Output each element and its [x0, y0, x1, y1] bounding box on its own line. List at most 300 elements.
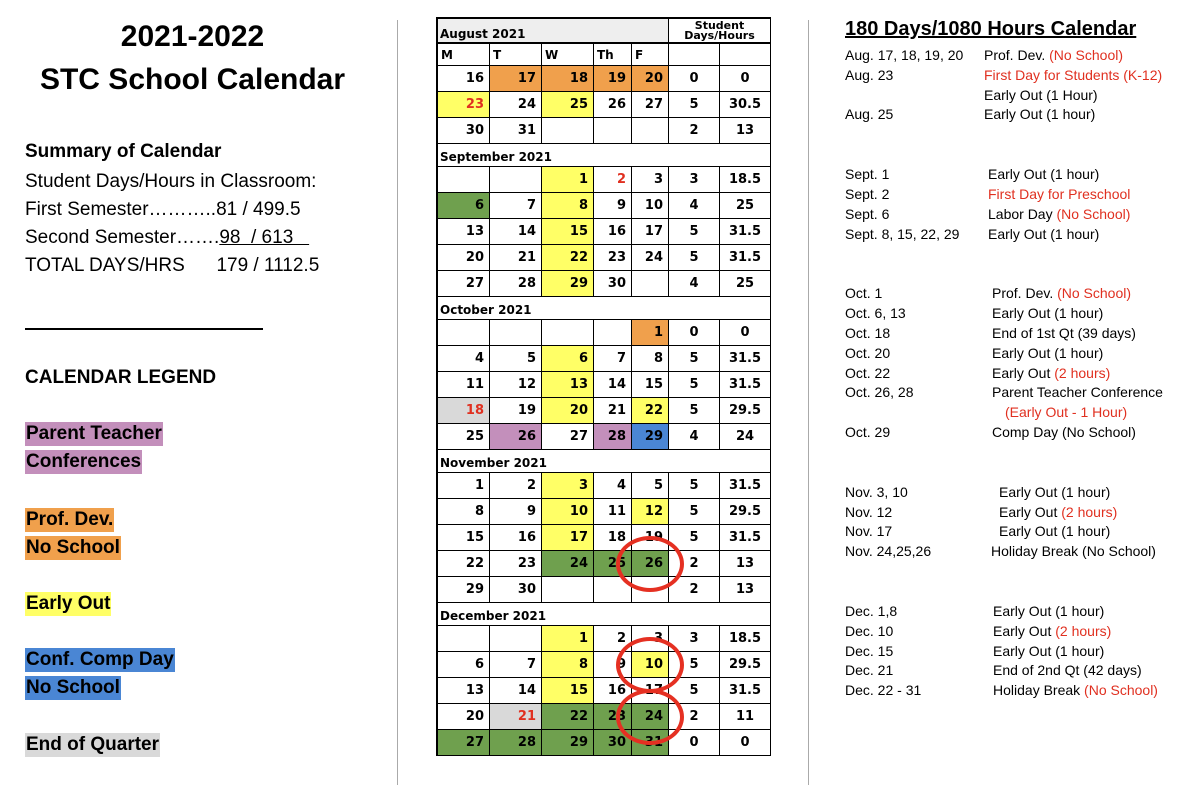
legend-heading: CALENDAR LEGEND	[25, 367, 217, 388]
day-cell: 16	[490, 525, 542, 551]
hours-cell: 31.5	[720, 525, 771, 551]
event-note: (2 hours)	[1055, 622, 1112, 639]
day-cell	[438, 320, 490, 346]
summary-second-value: 98 / 613	[219, 227, 310, 248]
day-cell: 29	[542, 271, 594, 297]
day-cell: 7	[490, 652, 542, 678]
week-row	[436, 167, 771, 193]
day-cell: 5	[632, 473, 669, 499]
event-text: Early Out	[993, 622, 1056, 639]
event-date: Oct. 6, 13	[845, 305, 906, 322]
day-cell: 15	[542, 219, 594, 245]
day-cell	[594, 320, 632, 346]
day-cell: 25	[594, 551, 632, 577]
day-cell: 18	[594, 525, 632, 551]
month-name: September 2021	[440, 150, 552, 164]
legend-prof-dev-2: No School	[26, 537, 120, 558]
event-date: Dec. 10	[845, 622, 894, 639]
legend-prof-dev-1: Prof. Dev.	[26, 509, 114, 530]
event-description	[988, 186, 1130, 202]
day-cell: 13	[438, 219, 490, 245]
day-cell: 8	[542, 193, 594, 219]
day-cell: 2	[594, 626, 632, 652]
summary-second-semester	[25, 227, 309, 249]
event-description	[984, 87, 1098, 103]
month-name: October 2021	[440, 303, 532, 317]
event-text: Early Out	[992, 364, 1055, 381]
day-cell: 26	[632, 551, 669, 577]
student-days-cell: 5	[669, 473, 720, 499]
day-cell: 15	[542, 678, 594, 704]
day-cell: 14	[594, 372, 632, 398]
summary-heading: Summary of Calendar	[25, 141, 222, 162]
event-text: Early Out (1 Hour)	[984, 86, 1098, 103]
highlight-circle	[616, 536, 684, 592]
week-row	[436, 424, 771, 450]
hours-cell: 31.5	[720, 372, 771, 398]
event-description	[984, 106, 1095, 122]
week-row	[436, 398, 771, 424]
column-divider-right	[808, 20, 809, 785]
week-row	[436, 704, 771, 730]
hours-cell: 13	[720, 118, 771, 144]
event-text: Early Out (1 hour)	[993, 603, 1105, 619]
legend-end-quarter: End of Quarter	[26, 734, 160, 755]
hours-cell: 29.5	[720, 499, 771, 525]
day-cell	[438, 626, 490, 652]
month-header-row	[436, 603, 771, 626]
event-date: Nov. 12	[845, 503, 893, 520]
student-days-cell: 0	[669, 730, 720, 756]
day-cell: 8	[542, 652, 594, 678]
event-note: (No School)	[1057, 285, 1132, 302]
blank-cell	[720, 44, 771, 66]
day-cell: 13	[438, 678, 490, 704]
event-description	[992, 345, 1103, 361]
student-days-cell: 3	[669, 626, 720, 652]
event-description	[992, 305, 1103, 321]
hours-cell: 30.5	[720, 92, 771, 118]
week-row	[436, 219, 771, 245]
event-date: Dec. 22 - 31	[845, 682, 922, 699]
student-days-cell: 5	[669, 678, 720, 704]
hours-cell: 24	[720, 424, 771, 450]
student-days-cell: 5	[669, 92, 720, 118]
event-text: End of 1st Qt (39 days)	[992, 325, 1136, 341]
day-cell: 27	[438, 730, 490, 756]
student-days-cell: 2	[669, 118, 720, 144]
day-cell: 18	[438, 398, 490, 424]
week-row	[436, 551, 771, 577]
summary-first-semester: First Semester………..81 / 499.5	[25, 199, 301, 220]
hours-cell: 31.5	[720, 245, 771, 271]
event-date: Oct. 26, 28	[845, 384, 914, 401]
student-days-cell: 4	[669, 271, 720, 297]
day-cell: 14	[490, 678, 542, 704]
day-cell	[594, 118, 632, 144]
event-note: (2 hours)	[1054, 364, 1111, 381]
hours-cell: 31.5	[720, 219, 771, 245]
day-cell: 23	[594, 704, 632, 730]
day-cell: 10	[632, 193, 669, 219]
event-date: Aug. 23	[845, 66, 894, 83]
day-header: F	[632, 44, 669, 66]
student-days-cell: 3	[669, 167, 720, 193]
day-cell: 30	[490, 577, 542, 603]
week-row	[436, 577, 771, 603]
day-cell: 6	[438, 193, 490, 219]
events-heading: 180 Days/1080 Hours Calendar	[845, 18, 1137, 40]
legend-comp-day-1: Conf. Comp Day	[26, 649, 174, 670]
day-cell: 10	[632, 652, 669, 678]
event-date: Oct. 22	[845, 364, 891, 381]
event-date: Sept. 2	[845, 186, 890, 202]
event-date: Oct. 29	[845, 424, 891, 440]
day-cell: 24	[490, 92, 542, 118]
day-cell: 26	[594, 92, 632, 118]
event-date: Aug. 25	[845, 106, 894, 123]
hours-cell: 0	[720, 66, 771, 92]
day-cell: 28	[490, 730, 542, 756]
event-date: Oct. 18	[845, 325, 891, 341]
day-cell: 18	[542, 66, 594, 92]
event-description	[993, 623, 1111, 639]
day-cell: 17	[542, 525, 594, 551]
event-text: Labor Day	[988, 205, 1057, 222]
day-cell	[490, 320, 542, 346]
day-cell: 1	[438, 473, 490, 499]
day-cell: 28	[490, 271, 542, 297]
day-cell: 16	[438, 66, 490, 92]
event-text: Early Out (1 hour)	[992, 344, 1104, 361]
week-row	[436, 499, 771, 525]
event-text: Parent Teacher Conference	[992, 384, 1163, 401]
month-header-row	[436, 297, 771, 320]
day-cell: 4	[438, 346, 490, 372]
day-cell	[632, 271, 669, 297]
day-cell: 21	[490, 704, 542, 730]
day-cell: 14	[490, 219, 542, 245]
day-cell: 22	[542, 704, 594, 730]
day-cell: 19	[632, 525, 669, 551]
day-cell: 3	[632, 626, 669, 652]
day-cell	[438, 167, 490, 193]
day-cell: 5	[490, 346, 542, 372]
student-days-cell: 5	[669, 499, 720, 525]
day-cell: 23	[594, 245, 632, 271]
page-title: STC School Calendar	[39, 63, 346, 96]
day-cell: 30	[438, 118, 490, 144]
student-days-cell: 5	[669, 219, 720, 245]
day-cell: 29	[542, 730, 594, 756]
summary-second-prefix: Second Semester…….	[25, 227, 220, 248]
day-cell	[490, 626, 542, 652]
day-cell: 27	[438, 271, 490, 297]
day-cell: 12	[490, 372, 542, 398]
day-cell: 20	[632, 66, 669, 92]
event-text: End of 2nd Qt (42 days)	[993, 662, 1142, 679]
event-note: (2 hours)	[1061, 503, 1118, 520]
day-cell: 7	[490, 193, 542, 219]
day-cell: 16	[594, 219, 632, 245]
day-cell: 9	[594, 193, 632, 219]
student-days-cell: 0	[669, 66, 720, 92]
day-cell: 16	[594, 678, 632, 704]
day-cell: 25	[542, 92, 594, 118]
day-cell: 15	[438, 525, 490, 551]
event-description	[1005, 404, 1127, 420]
day-cell: 9	[490, 499, 542, 525]
day-header: M	[438, 44, 490, 66]
hours-cell: 18.5	[720, 626, 771, 652]
event-date: Oct. 20	[845, 344, 891, 361]
day-cell: 22	[632, 398, 669, 424]
student-days-cell: 2	[669, 551, 720, 577]
day-cell: 13	[542, 372, 594, 398]
day-cell: 25	[438, 424, 490, 450]
hours-cell: 13	[720, 577, 771, 603]
student-days-cell: 2	[669, 704, 720, 730]
day-cell: 19	[490, 398, 542, 424]
day-cell: 8	[438, 499, 490, 525]
event-date: Oct. 1	[845, 285, 883, 302]
event-description	[992, 365, 1110, 381]
event-date: Aug. 17, 18, 19, 20	[845, 47, 964, 63]
event-description	[988, 226, 1099, 242]
week-row	[436, 346, 771, 372]
blank-cell	[669, 44, 720, 66]
student-days-cell: 5	[669, 346, 720, 372]
day-header-row	[436, 44, 771, 66]
event-date: Dec. 21	[845, 662, 894, 679]
day-cell: 26	[490, 424, 542, 450]
day-cell: 27	[542, 424, 594, 450]
hours-cell: 29.5	[720, 398, 771, 424]
day-cell: 24	[542, 551, 594, 577]
day-cell: 31	[632, 730, 669, 756]
event-description	[988, 166, 1099, 182]
event-text: Prof. Dev.	[984, 47, 1050, 63]
day-cell: 17	[490, 66, 542, 92]
student-days-cell: 4	[669, 424, 720, 450]
day-cell: 10	[542, 499, 594, 525]
day-cell: 12	[632, 499, 669, 525]
highlight-circle	[616, 689, 684, 745]
day-cell: 31	[490, 118, 542, 144]
event-text: Holiday Break	[993, 682, 1085, 699]
event-text: Prof. Dev.	[992, 285, 1058, 302]
hours-cell: 18.5	[720, 167, 771, 193]
week-row	[436, 626, 771, 652]
week-row	[436, 118, 771, 144]
legend-parent-teacher-2: Conferences	[26, 451, 142, 472]
day-header: W	[542, 44, 594, 66]
summary-total: TOTAL DAYS/HRS 179 / 1112.5	[25, 255, 320, 276]
page-title-year: 2021-2022	[120, 20, 265, 53]
week-row	[436, 193, 771, 219]
day-cell: 24	[632, 704, 669, 730]
hours-cell: 31.5	[720, 678, 771, 704]
hours-cell: 31.5	[720, 473, 771, 499]
student-days-header: Student Days/Hours	[669, 19, 771, 43]
event-date: Sept. 8, 15, 22, 29	[845, 225, 960, 242]
event-note: First Day for Students (K-12)	[984, 66, 1163, 83]
hours-cell: 13	[720, 551, 771, 577]
event-date: Nov. 17	[845, 523, 893, 540]
day-cell: 1	[542, 626, 594, 652]
day-cell: 20	[438, 245, 490, 271]
event-note: (Early Out - 1 Hour)	[1005, 404, 1128, 421]
week-row	[436, 372, 771, 398]
day-cell: 11	[594, 499, 632, 525]
event-description	[984, 47, 1123, 63]
month-name: August 2021	[440, 27, 526, 41]
day-cell: 2	[594, 167, 632, 193]
month-header-row	[436, 17, 771, 44]
event-description	[999, 523, 1110, 539]
day-cell: 21	[490, 245, 542, 271]
summary-subheading: Student Days/Hours in Classroom:	[25, 171, 317, 192]
day-cell: 22	[438, 551, 490, 577]
event-description	[984, 67, 1162, 83]
event-text: Early Out (1 hour)	[992, 305, 1104, 322]
day-cell: 4	[594, 473, 632, 499]
hours-cell: 0	[720, 320, 771, 346]
event-description	[992, 325, 1136, 341]
day-cell: 19	[594, 66, 632, 92]
student-days-cell: 5	[669, 245, 720, 271]
day-cell	[490, 167, 542, 193]
student-days-cell: 5	[669, 398, 720, 424]
day-cell: 23	[438, 92, 490, 118]
day-cell: 3	[632, 167, 669, 193]
highlight-circle	[616, 637, 684, 693]
event-description	[993, 682, 1158, 698]
event-date: Nov. 3, 10	[845, 483, 908, 500]
legend-early-out: Early Out	[26, 593, 111, 614]
day-cell: 3	[542, 473, 594, 499]
week-row	[436, 652, 771, 678]
event-date: Dec. 1,8	[845, 603, 898, 619]
student-days-cell: 5	[669, 372, 720, 398]
day-header: Th	[594, 44, 632, 66]
event-description	[993, 603, 1104, 619]
week-row	[436, 320, 771, 346]
day-cell: 30	[594, 271, 632, 297]
hours-cell: 25	[720, 193, 771, 219]
divider-line	[25, 328, 263, 330]
event-note: (No School)	[1084, 682, 1158, 699]
event-text: Early Out (1 hour)	[988, 166, 1100, 183]
hours-cell: 29.5	[720, 652, 771, 678]
event-date: Sept. 6	[845, 205, 890, 222]
month-name: November 2021	[440, 456, 547, 470]
day-cell: 1	[542, 167, 594, 193]
day-cell: 2	[490, 473, 542, 499]
week-row	[436, 678, 771, 704]
day-cell: 20	[542, 398, 594, 424]
event-description	[992, 384, 1163, 400]
day-cell: 27	[632, 92, 669, 118]
student-days-cell: 2	[669, 577, 720, 603]
hours-cell: 31.5	[720, 346, 771, 372]
day-cell	[542, 118, 594, 144]
event-description	[993, 662, 1142, 678]
week-row	[436, 92, 771, 118]
day-cell: 11	[438, 372, 490, 398]
event-description	[999, 484, 1110, 500]
student-days-cell: 5	[669, 525, 720, 551]
event-text: Early Out (1 hour)	[988, 225, 1100, 242]
day-cell: 8	[632, 346, 669, 372]
day-cell: 15	[632, 372, 669, 398]
event-text: Holiday Break (No School)	[991, 543, 1156, 560]
week-row	[436, 473, 771, 499]
event-date: Sept. 1	[845, 166, 890, 183]
event-description	[993, 643, 1104, 659]
day-cell: 6	[542, 346, 594, 372]
hours-cell: 11	[720, 704, 771, 730]
event-text: Early Out (1 hour)	[993, 642, 1105, 659]
event-text: Early Out (1 hour)	[999, 523, 1111, 540]
month-name: December 2021	[440, 609, 547, 623]
month-header-row	[436, 450, 771, 473]
day-cell: 24	[632, 245, 669, 271]
event-date: Nov. 24,25,26	[845, 543, 932, 560]
student-days-cell: 5	[669, 652, 720, 678]
event-text: Comp Day (No School)	[992, 424, 1136, 440]
legend-comp-day-2: No School	[26, 677, 120, 698]
event-date: Dec. 15	[845, 642, 894, 659]
day-cell: 17	[632, 678, 669, 704]
week-row	[436, 525, 771, 551]
day-cell: 6	[438, 652, 490, 678]
day-cell: 29	[632, 424, 669, 450]
hours-cell: 25	[720, 271, 771, 297]
month-header-row	[436, 144, 771, 167]
event-description	[992, 424, 1136, 440]
column-divider-left	[397, 20, 398, 785]
day-cell: 21	[594, 398, 632, 424]
day-cell: 29	[438, 577, 490, 603]
day-header: T	[490, 44, 542, 66]
week-row	[436, 730, 771, 756]
week-row	[436, 271, 771, 297]
day-cell: 20	[438, 704, 490, 730]
day-cell: 17	[632, 219, 669, 245]
day-cell: 7	[594, 346, 632, 372]
event-description	[999, 504, 1117, 520]
day-cell: 9	[594, 652, 632, 678]
day-cell: 23	[490, 551, 542, 577]
student-days-cell: 0	[669, 320, 720, 346]
calendar-grid	[436, 17, 771, 756]
event-text: Early Out (1 hour)	[984, 106, 1096, 123]
day-cell: 30	[594, 730, 632, 756]
event-text: Early Out	[999, 503, 1062, 520]
day-cell	[542, 577, 594, 603]
legend-parent-teacher-1: Parent Teacher	[26, 423, 162, 444]
event-text: Early Out (1 hour)	[999, 483, 1111, 500]
week-row	[436, 66, 771, 92]
day-cell	[632, 118, 669, 144]
day-cell: 22	[542, 245, 594, 271]
event-note: (No School)	[1049, 47, 1124, 63]
event-description	[992, 285, 1131, 301]
student-days-cell: 4	[669, 193, 720, 219]
event-description	[988, 206, 1130, 222]
event-note: (No School)	[1056, 205, 1131, 222]
